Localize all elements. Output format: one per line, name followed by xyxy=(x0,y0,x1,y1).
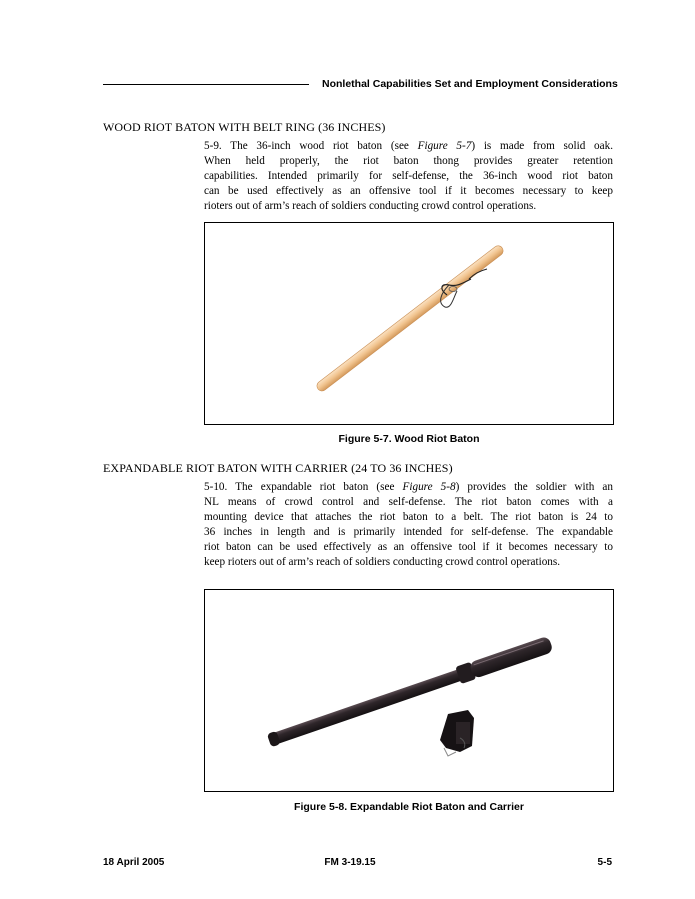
wood-riot-baton-image xyxy=(205,223,612,423)
paragraph-line: NL means of crowd control and self-defense. The riot baton comes with a xyxy=(204,496,613,508)
paragraph-line: rioters out of arm’s reach of soldiers conducting crowd control operations. xyxy=(204,200,537,212)
figure-5-8-frame xyxy=(204,589,614,792)
paragraph-5-9 xyxy=(204,139,613,214)
figure-5-8-caption: Figure 5-8. Expandable Riot Baton and Carrier xyxy=(294,801,524,813)
paragraph-line: can be used effectively as an offensive tool if it becomes necessary to keep xyxy=(204,185,613,197)
figure-5-7-frame xyxy=(204,222,614,425)
expandable-riot-baton-image xyxy=(205,590,612,790)
footer-page-number: 5-5 xyxy=(597,857,612,868)
paragraph-line: capabilities. Intended primarily for self-defense, the 36-inch wood riot baton xyxy=(204,170,613,182)
paragraph-line: 5-10. The expandable riot baton (see Figure 5-8) provides the soldier with an xyxy=(204,481,613,493)
paragraph-line: 36 inches in length and is primarily intended for self-defense. The expandable xyxy=(204,526,613,538)
paragraph-line: mounting device that attaches the riot baton to a belt. The riot baton is 24 to xyxy=(204,511,613,523)
paragraph-line: 5-9. The 36-inch wood riot baton (see Figure 5-7) is made from solid oak. xyxy=(204,140,613,152)
figure-5-7-caption: Figure 5-7. Wood Riot Baton xyxy=(338,433,480,445)
paragraph-line: riot baton can be used effectively as an offensive tool if it becomes necessary to xyxy=(204,541,613,553)
footer-manual-number: FM 3-19.15 xyxy=(324,857,376,868)
running-header-title: Nonlethal Capabilities Set and Employment Considerations xyxy=(322,78,618,90)
footer-date: 18 April 2005 xyxy=(103,857,165,868)
section-heading-wood-baton: WOOD RIOT BATON WITH BELT RING (36 INCHES) xyxy=(103,120,386,134)
figure-reference-link[interactable]: Figure 5-7 xyxy=(417,140,472,152)
figure-reference-link[interactable]: Figure 5-8 xyxy=(402,481,456,493)
paragraph-5-10 xyxy=(204,480,613,570)
paragraph-line: keep rioters out of arm’s reach of soldiers conducting crowd control operations. xyxy=(204,556,561,568)
header-rule xyxy=(103,84,309,85)
paragraph-line: When held properly, the riot baton thong provides greater retention xyxy=(204,155,613,167)
section-heading-expandable-baton: EXPANDABLE RIOT BATON WITH CARRIER (24 TO 36 INCHES) xyxy=(103,461,453,475)
